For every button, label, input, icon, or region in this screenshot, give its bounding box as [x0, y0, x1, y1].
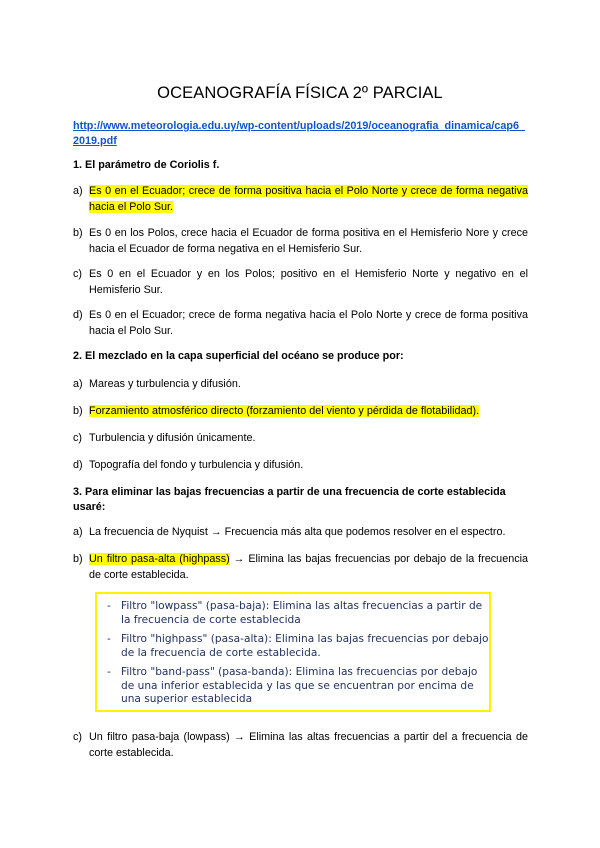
- option-text: → Elimina las bajas frecuencias por debajo de la frecuencia de corte establecida.: [89, 553, 529, 581]
- option-text: Turbulencia y difusión únicamente.: [89, 432, 256, 444]
- question-1-option-a: [73, 184, 528, 215]
- question-1-heading: 1. El parámetro de Coriolis f.: [73, 159, 220, 171]
- filter-item-highpass: - Filtro "highpass" (pasa-alta): Elimina las bajas frecuencias por debajo de la frecuencia de corte establecida.: [107, 633, 489, 659]
- question-2-heading: 2. El mezclado en la capa superficial del océano se produce por:: [73, 350, 404, 362]
- question-2-option-c: [73, 431, 528, 447]
- option-label: c): [73, 731, 82, 743]
- question-3-option-a: [73, 525, 528, 541]
- question-1-option-c: [73, 267, 528, 298]
- filter-summary-box: [95, 592, 491, 712]
- option-text: Es 0 en el Ecuador y en los Polos; positivo en el Hemisferio Norte y negativo en el Hemisferio Sur.: [89, 268, 528, 296]
- question-2-option-a: [73, 377, 528, 393]
- filter-item-bandpass: - Filtro "band-pass" (pasa-banda): Elimina las frecuencias por debajo de una inferior establecida y las que se encuentran por encima de una superior establecida: [107, 666, 478, 705]
- filter-item-lowpass: - Filtro "lowpass" (pasa-baja): Elimina las altas frecuencias a partir de la frecuencia de corte establecida: [107, 600, 483, 626]
- option-label: d): [73, 309, 83, 321]
- question-3-heading: 3. Para eliminar las bajas frecuencias a partir de una frecuencia de corte establecida usaré:: [73, 486, 506, 513]
- option-label: c): [73, 432, 82, 444]
- question-3-option-c: [73, 730, 528, 761]
- option-text: La frecuencia de Nyquist → Frecuencia más alta que podemos resolver en el espectro.: [89, 526, 506, 538]
- question-1-option-d: [73, 308, 528, 339]
- option-text: Un filtro pasa-baja (lowpass) → Elimina las altas frecuencias a partir del a frecuencia de corte establecida.: [89, 731, 528, 759]
- question-2-option-b: [73, 404, 528, 420]
- question-1-option-b: [73, 226, 528, 257]
- option-label: b): [73, 405, 83, 417]
- option-text: Es 0 en los Polos, crece hacia el Ecuador de forma positiva en el Hemisferio Nore y crece hacia el Ecuador de forma negativa en el Hemisferio Sur.: [89, 227, 528, 255]
- question-3-option-b: [73, 552, 528, 583]
- option-label: d): [73, 459, 83, 471]
- option-label: b): [73, 553, 83, 565]
- option-text-highlighted: Forzamiento atmosférico directo (forzamiento del viento y pérdida de flotabilidad).: [89, 405, 480, 417]
- option-label: b): [73, 227, 83, 239]
- option-label: c): [73, 268, 82, 280]
- option-text: Topografía del fondo y turbulencia y difusión.: [89, 459, 304, 471]
- page-title: OCEANOGRAFÍA FÍSICA 2º PARCIAL: [157, 84, 443, 102]
- option-label: a): [73, 526, 83, 538]
- bullet-dash: -: [107, 600, 111, 612]
- option-text: Mareas y turbulencia y difusión.: [89, 378, 241, 390]
- option-text: Es 0 en el Ecuador; crece de forma negativa hacia el Polo Norte y crece de forma positiva hacia el Polo Sur.: [89, 309, 528, 337]
- question-2-option-d: [73, 458, 528, 474]
- option-text-highlighted: Un filtro pasa-alta (highpass): [89, 553, 230, 565]
- bullet-dash: -: [107, 666, 111, 678]
- option-label: a): [73, 378, 83, 390]
- bullet-dash: -: [107, 633, 111, 645]
- option-label: a): [73, 185, 83, 197]
- option-text-highlighted: Es 0 en el Ecuador; crece de forma positiva hacia el Polo Norte y crece de forma negativa hacia el Polo Sur.: [89, 185, 528, 213]
- reference-link[interactable]: http://www.meteorologia.edu.uy/wp-content/uploads/2019/oceanografia_dinamica/cap6_2019.pdf: [73, 120, 525, 147]
